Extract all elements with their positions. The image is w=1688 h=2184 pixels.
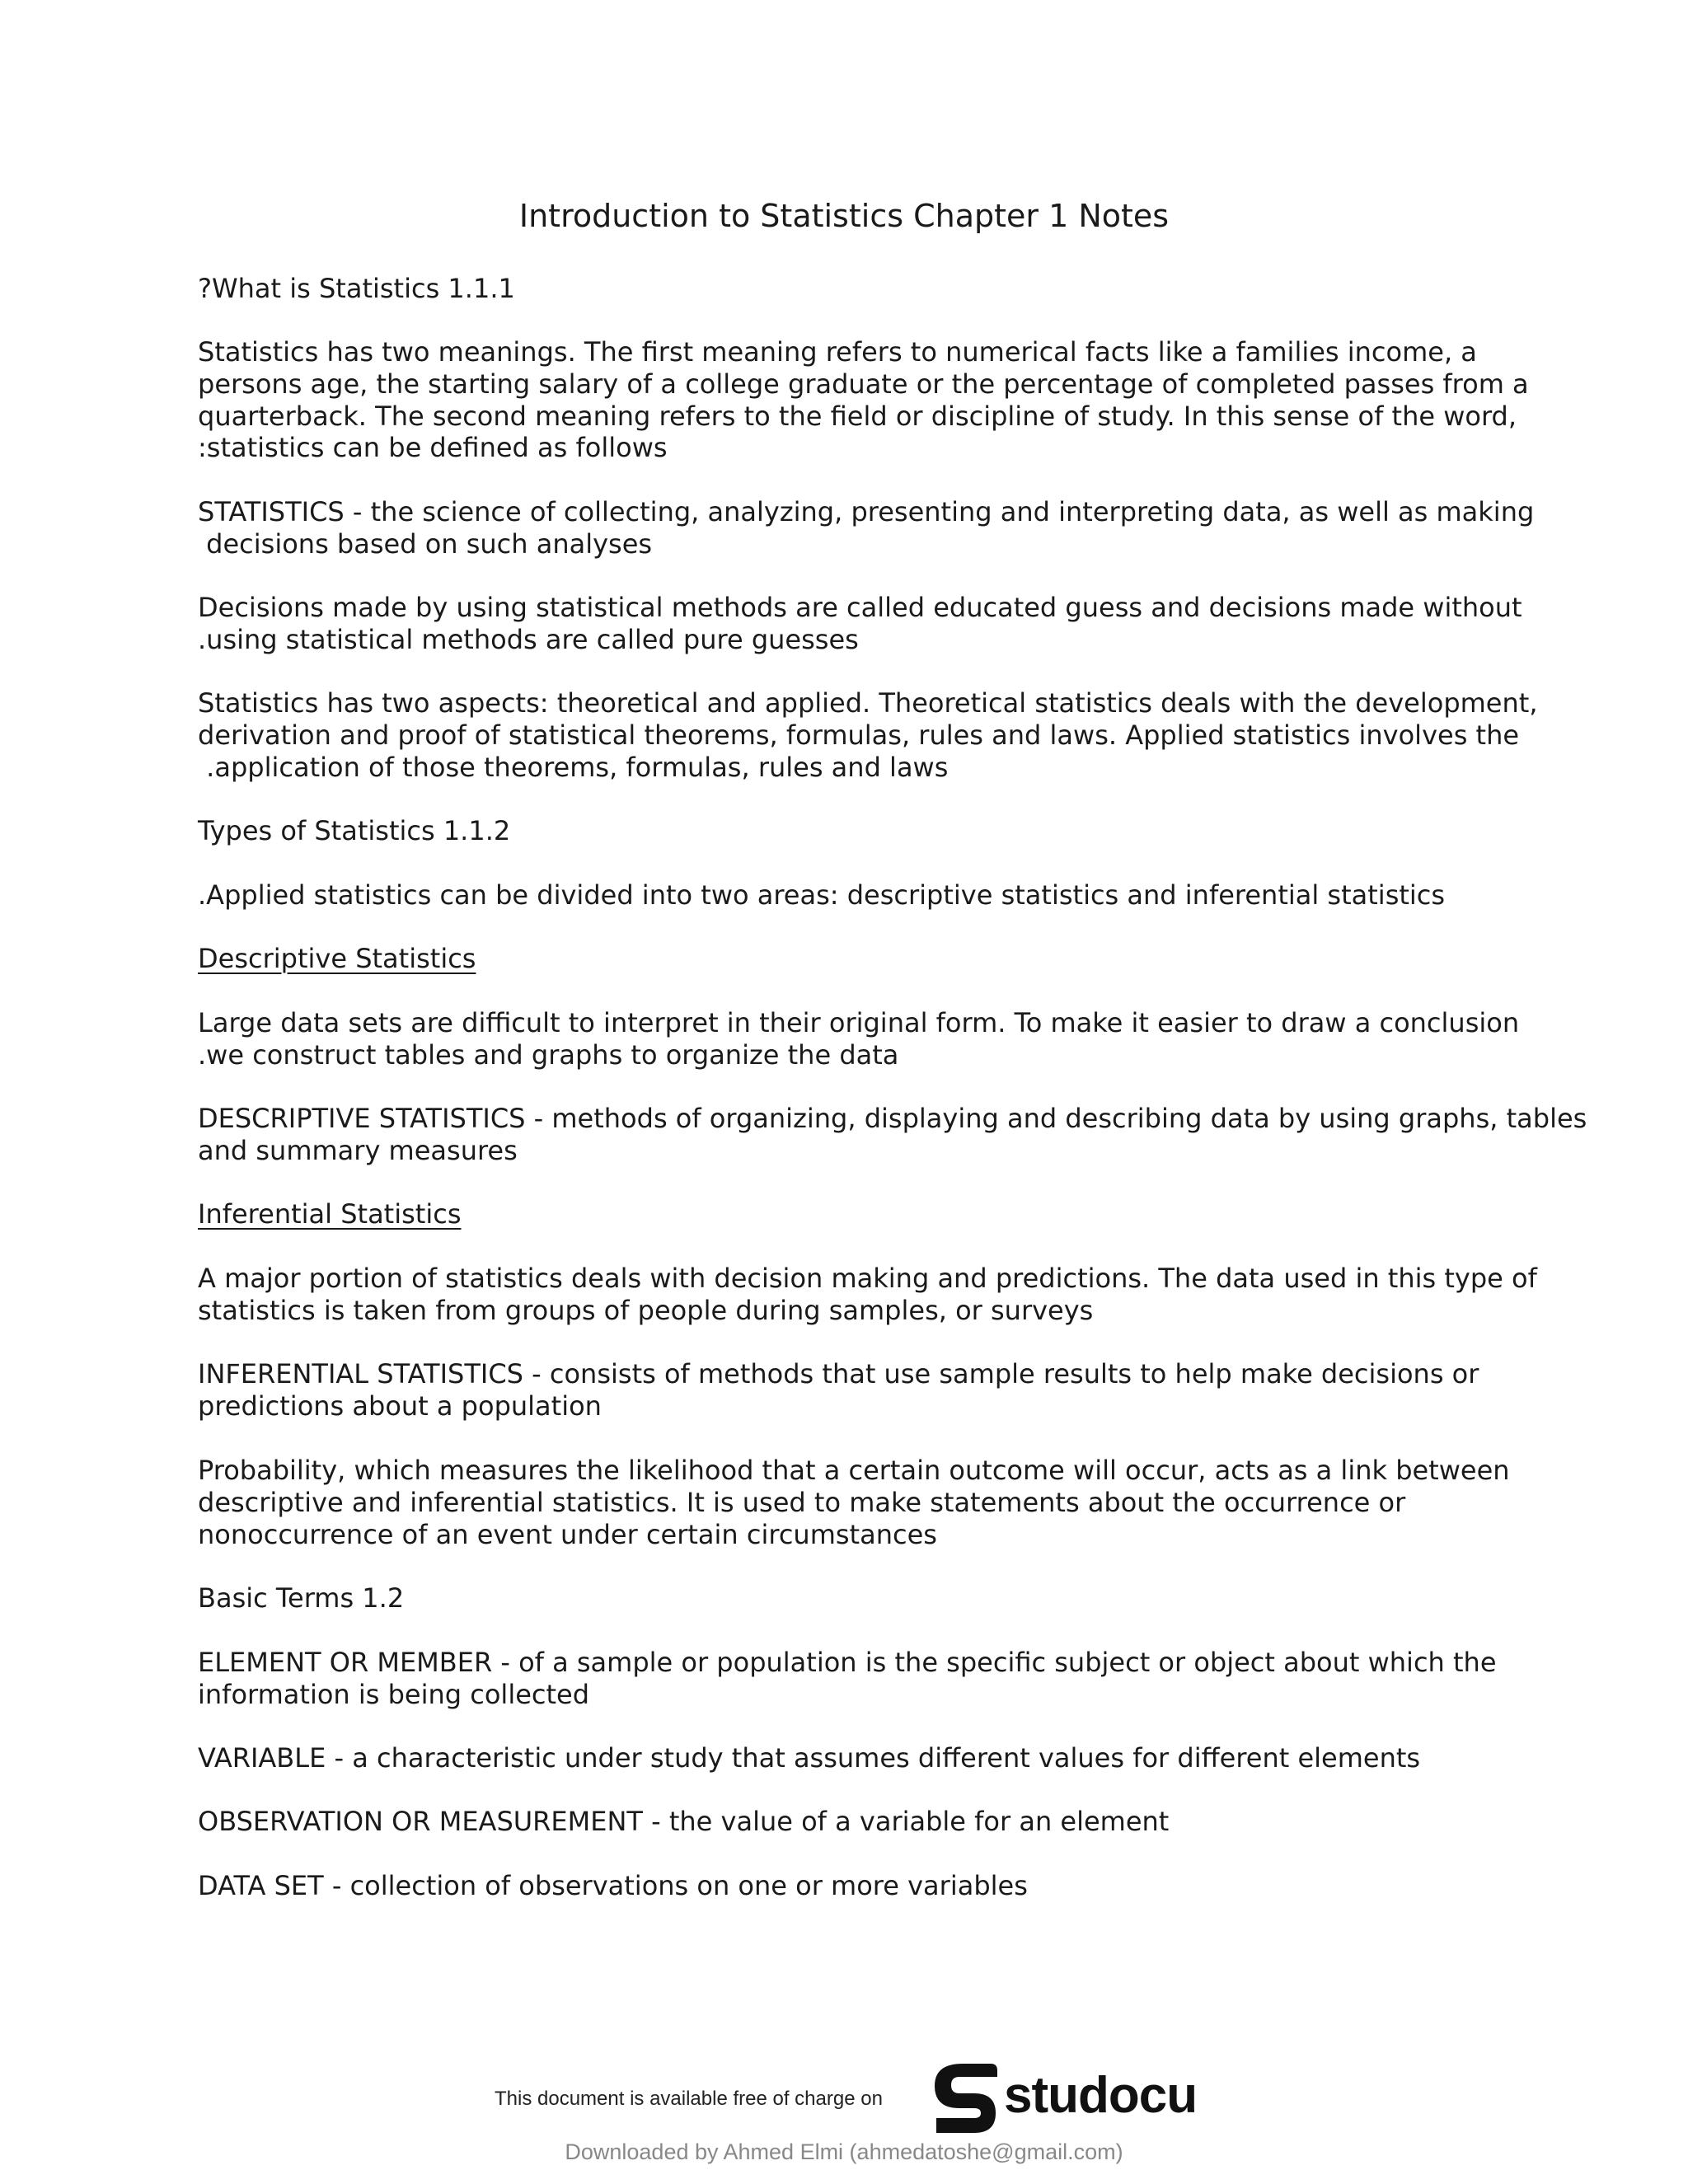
paragraph-line: nonoccurrence of an event under certain circumstances [198, 1519, 937, 1550]
definition-line: OBSERVATION OR MEASUREMENT - the value of a variable for an element [198, 1806, 1170, 1837]
paragraph-line: Large data sets are difficult to interpret in their original form. To make it easier to draw a conclusion [198, 1007, 1520, 1038]
definition-line: and summary measures [198, 1135, 518, 1166]
definition-line: INFERENTIAL STATISTICS - consists of methods that use sample results to help make decisions or [198, 1358, 1479, 1390]
paragraph-line: .Applied statistics can be divided into two areas: descriptive statistics and inferential statistics [198, 879, 1446, 911]
definition-line: DATA SET - collection of observations on one or more variables [198, 1870, 1028, 1901]
definition-line: DESCRIPTIVE STATISTICS - methods of organizing, displaying and describing data by using graphs, tables [198, 1103, 1587, 1134]
paragraph-line: .we construct tables and graphs to organize the data [198, 1039, 899, 1071]
studocu-logo-icon [930, 2060, 999, 2135]
definition-line: information is being collected [198, 1679, 590, 1710]
page-title: Introduction to Statistics Chapter 1 Notes [518, 198, 1170, 234]
section-heading-types-of-statistics: Types of Statistics 1.1.2 [198, 815, 511, 846]
paragraph-line: Probability, which measures the likelihood that a certain outcome will occur, acts as a link between [198, 1455, 1510, 1486]
subheading-inferential-statistics: Inferential Statistics [198, 1198, 462, 1230]
section-heading-what-is-statistics: ?What is Statistics 1.1.1 [198, 273, 515, 304]
definition-line: decisions based on such analyses [198, 528, 653, 560]
downloaded-by-text: Downloaded by Ahmed Elmi (ahmedatoshe@gmail.com) [565, 2139, 1123, 2164]
paragraph-line: statistics is taken from groups of people during samples, or surveys [198, 1295, 1094, 1326]
subheading-descriptive-statistics: Descriptive Statistics [198, 943, 476, 974]
section-heading-basic-terms: Basic Terms 1.2 [198, 1582, 405, 1614]
paragraph-line: Statistics has two meanings. The first meaning refers to numerical facts like a families income, a [198, 336, 1477, 368]
paragraph-line: A major portion of statistics deals with decision making and predictions. The data used in this type of [198, 1263, 1537, 1294]
paragraph-line: quarterback. The second meaning refers to the field or discipline of study. In this sense of the word, [198, 401, 1517, 432]
paragraph-line: :statistics can be defined as follows [198, 432, 668, 463]
definition-line: STATISTICS - the science of collecting, analyzing, presenting and interpreting data, as well as making [198, 496, 1535, 527]
studocu-logo[interactable] [930, 2060, 1202, 2135]
paragraph-line: Statistics has two aspects: theoretical and applied. Theoretical statistics deals with the development, [198, 687, 1538, 719]
definition-line: ELEMENT OR MEMBER - of a sample or population is the specific subject or object about which the [198, 1647, 1497, 1678]
paragraph-line: derivation and proof of statistical theorems, formulas, rules and laws. Applied statistics involves the [198, 719, 1520, 751]
paragraph-line: .using statistical methods are called pure guesses [198, 624, 859, 655]
definition-line: VARIABLE - a characteristic under study that assumes different values for different elements [198, 1742, 1421, 1774]
definition-line: predictions about a population [198, 1390, 602, 1422]
paragraph-line: descriptive and inferential statistics. It is used to make statements about the occurrence or [198, 1487, 1406, 1518]
paragraph-line: .application of those theorems, formulas, rules and laws [198, 752, 949, 783]
studocu-wordmark: studocu [1004, 2067, 1198, 2124]
paragraph-line: persons age, the starting salary of a college graduate or the percentage of completed passes from a [198, 368, 1529, 400]
footer-available-text: This document is available free of charge on [495, 2088, 883, 2110]
paragraph-line: Decisions made by using statistical methods are called educated guess and decisions made without [198, 592, 1522, 623]
